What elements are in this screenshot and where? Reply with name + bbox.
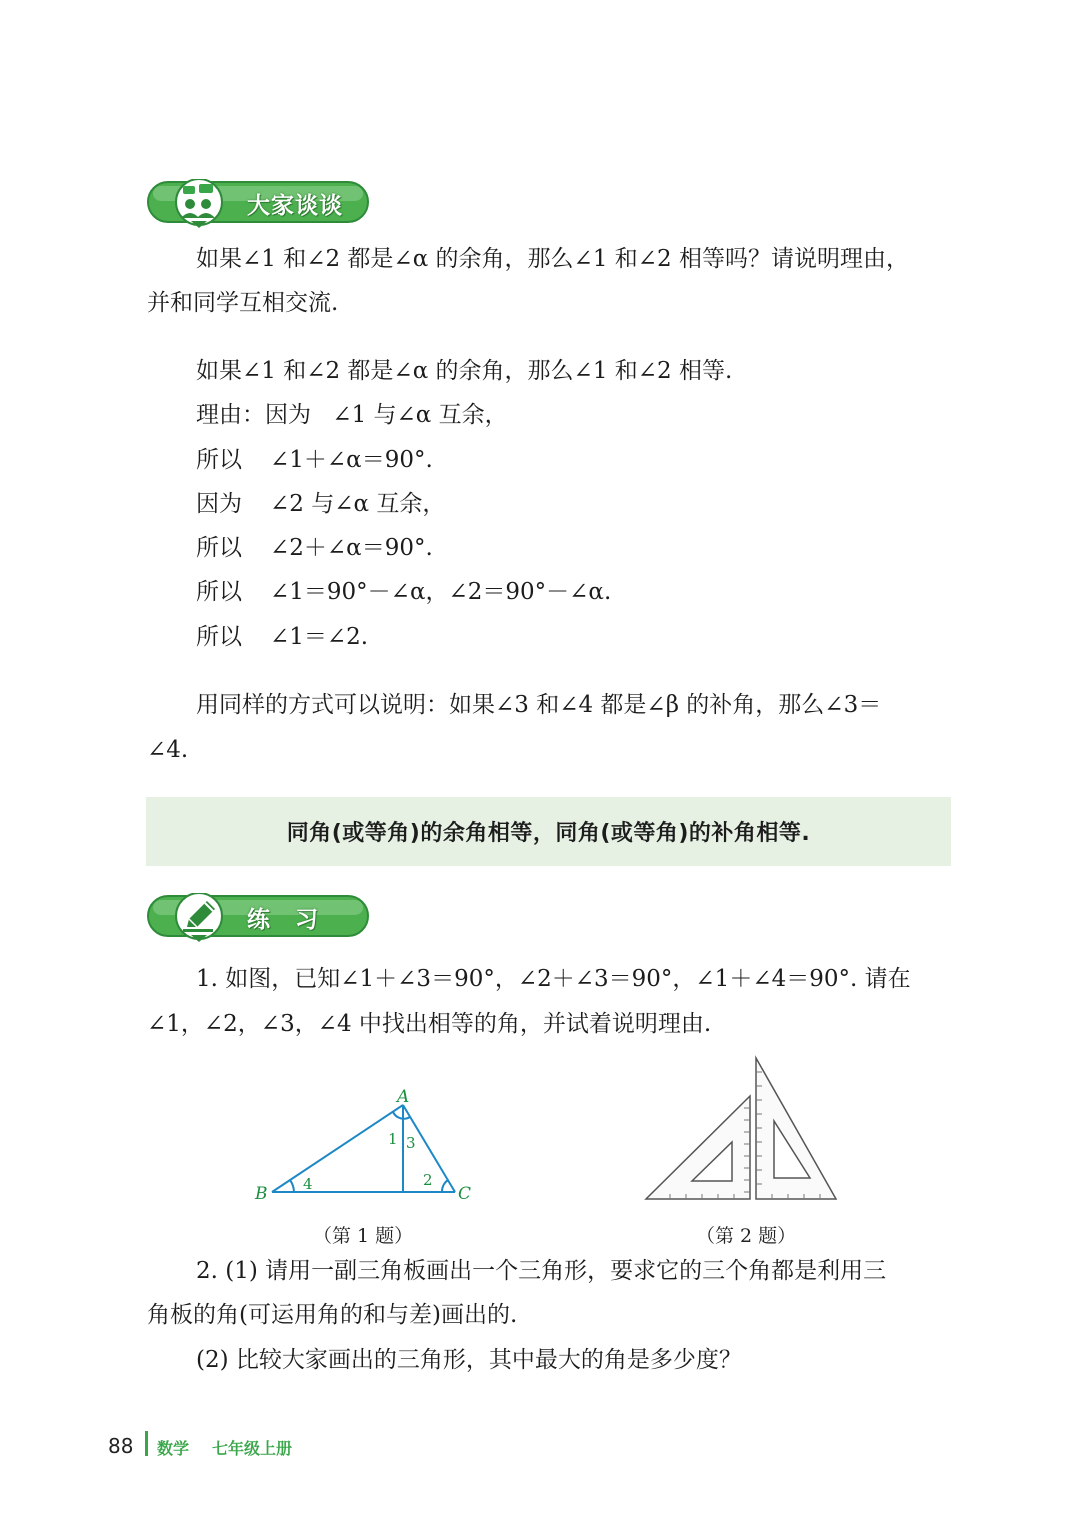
label-angle-2: 2 [423,1171,433,1189]
step-text: ∠1＝90°－∠α，∠2＝90°－∠α. [270,579,612,605]
question-line-1: 如果∠1 和∠2 都是∠α 的余角，那么∠1 和∠2 相等吗？请说明理由， [196,246,909,272]
discussion-banner [147,179,369,225]
step-text: ∠1＝∠2. [270,624,369,650]
step-2 [196,489,445,519]
step-word: 所以 [196,535,242,561]
label-angle-1: 1 [388,1130,398,1148]
step-word: 所以 [196,624,242,650]
footer-grade: 七年级上册 [212,1439,293,1458]
answer-intro: 如果∠1 和∠2 都是∠α 的余角，那么∠1 和∠2 相等. [196,358,733,384]
practice-title: 练 习 [247,907,319,933]
conclusion-text: 同角(或等角)的余角相等，同角(或等角)的补角相等. [286,821,811,846]
q1-line-2: ∠1，∠2，∠3，∠4 中找出相等的角，并试着说明理由. [147,1011,712,1037]
angle-mark-2 [442,1180,448,1192]
q2-line-2: 角板的角(可运用角的和与差)画出的. [147,1302,518,1328]
discussion-title: 大家谈谈 [247,193,343,219]
step-1 [196,445,433,475]
set-square-45 [646,1096,750,1199]
q1-line-1: 1. 如图，已知∠1＋∠3＝90°，∠2＋∠3＝90°，∠1＋∠4＝90°. 请在 [196,966,911,992]
figure-1-triangle [250,1080,490,1210]
page-number: 88 [108,1434,134,1458]
footer-subject: 数学 [157,1439,190,1458]
q2-line-1: 2. (1) 请用一副三角板画出一个三角形，要求它的三个角都是利用三 [196,1258,887,1284]
label-A: A [397,1087,410,1107]
step-word: 所以 [196,447,242,473]
figure-2-caption: （第 2 题） [696,1225,797,1247]
extension-line-1: 用同样的方式可以说明：如果∠3 和∠4 都是∠β 的补角，那么∠3＝ [196,692,882,718]
figure-1-caption: （第 1 题） [313,1225,414,1247]
step-3 [196,533,433,563]
label-B: B [255,1184,268,1204]
q2-line-3: (2) 比较大家画出的三角形，其中最大的角是多少度？ [196,1347,742,1373]
extension-line-2: ∠4. [147,737,189,763]
label-angle-3: 3 [406,1134,416,1152]
step-text: ∠2＋∠α＝90°. [270,535,433,561]
figure-2-set-squares [640,1052,845,1204]
reason-text: ∠1 与∠α 互余， [332,402,508,428]
label-angle-4: 4 [303,1175,313,1193]
angle-mark-4 [290,1180,294,1192]
discussion-people-icon [177,182,221,222]
footer-divider [145,1431,148,1456]
reason-line [196,400,508,430]
label-C: C [458,1184,472,1204]
pencil-icon [179,897,219,935]
reason-label: 理由：因为 [196,402,311,428]
step-text: ∠1＋∠α＝90°. [270,447,433,473]
step-4 [196,577,611,607]
conclusion-box [146,797,951,866]
step-text: ∠2 与∠α 互余， [270,491,446,517]
practice-banner [147,893,369,939]
step-word: 所以 [196,579,242,605]
step-word: 因为 [196,491,242,517]
question-line-2: 并和同学互相交流. [147,290,339,316]
step-5 [196,622,368,652]
side-AB [272,1105,403,1192]
